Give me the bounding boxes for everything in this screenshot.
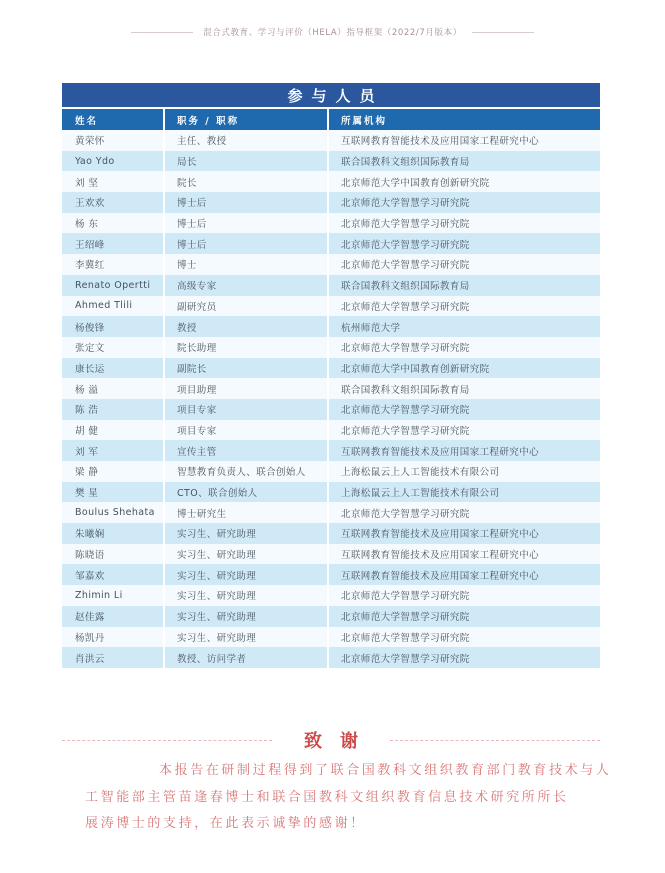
- cell-title: 智慧教育负责人、联合创始人: [163, 461, 327, 482]
- cell-title: 博士后: [163, 192, 327, 213]
- cell-name: 朱曦娴: [75, 529, 105, 541]
- table-row: [62, 627, 600, 648]
- cell-name: 赵佳露: [75, 612, 105, 624]
- cell-name: 陈晓语: [75, 550, 105, 562]
- cell-org: 北京师范大学智慧学习研究院: [327, 502, 600, 523]
- table-title: 参与人员: [62, 83, 600, 107]
- cell-title: 博士后: [163, 233, 327, 254]
- running-head: [0, 26, 665, 38]
- running-head-rule-right: [472, 32, 534, 33]
- cell-org: 杭州师范大学: [327, 316, 600, 337]
- table-row: [62, 316, 600, 337]
- table-row: [62, 151, 600, 172]
- cell-title: 副研究员: [163, 296, 327, 317]
- cell-org: 上海松鼠云上人工智能技术有限公司: [327, 482, 600, 503]
- cell-title: 项目专家: [163, 399, 327, 420]
- table-row: [62, 564, 600, 585]
- cell-name: Ahmed Tlili: [75, 300, 133, 312]
- table-row: [62, 213, 600, 234]
- cell-org: 北京师范大学智慧学习研究院: [327, 192, 600, 213]
- cell-name: 张定文: [75, 343, 105, 355]
- cell-name: 杨俊锋: [75, 322, 105, 334]
- table-header-row: [62, 109, 600, 130]
- participants-table: [62, 83, 600, 668]
- cell-org: 北京师范大学智慧学习研究院: [327, 420, 600, 441]
- ack-line: 展涛博士的支持，在此表示诚挚的感谢！: [85, 816, 366, 831]
- table-row: [62, 585, 600, 606]
- acknowledgement-heading: [62, 727, 600, 753]
- running-head-rule-left: [131, 32, 193, 33]
- cell-title: 院长助理: [163, 337, 327, 358]
- cell-title: CTO、联合创始人: [163, 482, 327, 503]
- cell-title: 实习生、研究助理: [163, 627, 327, 648]
- cell-org: 北京师范大学智慧学习研究院: [327, 337, 600, 358]
- cell-title: 教授: [163, 316, 327, 337]
- ack-dashed-rule-right: [390, 740, 600, 741]
- cell-name: 肖洪云: [75, 653, 105, 665]
- cell-name: 樊 星: [75, 488, 99, 500]
- table-row: [62, 523, 600, 544]
- table-row: [62, 502, 600, 523]
- cell-org: 北京师范大学智慧学习研究院: [327, 213, 600, 234]
- table-row: [62, 647, 600, 668]
- cell-name: Renato Opertti: [75, 279, 151, 291]
- ack-line: 本报告在研制过程得到了联合国教科文组织教育部门教育技术与人: [159, 763, 612, 778]
- cell-name: 刘 坚: [75, 177, 99, 189]
- cell-org: 北京师范大学智慧学习研究院: [327, 296, 600, 317]
- cell-name: Zhimin Li: [75, 589, 123, 601]
- cell-title: 博士后: [163, 213, 327, 234]
- table-row: [62, 275, 600, 296]
- cell-name: 杨 东: [75, 219, 99, 231]
- cell-title: 主任、教授: [163, 130, 327, 151]
- table-row: [62, 606, 600, 627]
- cell-title: 院长: [163, 171, 327, 192]
- cell-org: 联合国教科文组织国际教育局: [327, 378, 600, 399]
- cell-title: 宣传主管: [163, 440, 327, 461]
- table-row: [62, 482, 600, 503]
- cell-name: 刘 军: [75, 446, 99, 458]
- cell-name: 李冀红: [75, 260, 105, 272]
- cell-org: 联合国教科文组织国际教育局: [327, 275, 600, 296]
- column-header-name: 姓名: [75, 115, 99, 127]
- cell-org: 互联网教育智能技术及应用国家工程研究中心: [327, 523, 600, 544]
- cell-title: 博士研究生: [163, 502, 327, 523]
- cell-title: 项目助理: [163, 378, 327, 399]
- cell-title: 博士: [163, 254, 327, 275]
- table-row: [62, 544, 600, 565]
- cell-org: 北京师范大学智慧学习研究院: [327, 627, 600, 648]
- table-row: [62, 171, 600, 192]
- cell-name: 邹嘉欢: [75, 570, 105, 582]
- cell-title: 实习生、研究助理: [163, 544, 327, 565]
- cell-org: 联合国教科文组织国际教育局: [327, 151, 600, 172]
- cell-name: 杨凯丹: [75, 632, 105, 644]
- cell-name: 梁 静: [75, 467, 99, 479]
- cell-name: 王欢欢: [75, 198, 105, 210]
- cell-org: 北京师范大学智慧学习研究院: [327, 606, 600, 627]
- cell-name: 黄荣怀: [75, 136, 105, 148]
- column-header-org: 所属机构: [327, 109, 600, 130]
- acknowledgement-text: [85, 758, 612, 838]
- cell-name: 陈 浩: [75, 405, 99, 417]
- cell-title: 高级专家: [163, 275, 327, 296]
- cell-org: 北京师范大学智慧学习研究院: [327, 647, 600, 668]
- table-row: [62, 420, 600, 441]
- cell-name: Yao Ydo: [75, 155, 115, 167]
- running-head-title: 混合式教育、学习与评价（HELA）指导框架（2022/7月版本）: [203, 28, 462, 38]
- cell-title: 实习生、研究助理: [163, 585, 327, 606]
- cell-title: 局长: [163, 151, 327, 172]
- ack-dashed-rule-left: [62, 740, 272, 741]
- cell-title: 实习生、研究助理: [163, 564, 327, 585]
- table-row: [62, 254, 600, 275]
- table-row: [62, 130, 600, 151]
- table-row: [62, 378, 600, 399]
- cell-name: Boulus Shehata: [75, 507, 155, 519]
- table-row: [62, 461, 600, 482]
- cell-org: 互联网教育智能技术及应用国家工程研究中心: [327, 130, 600, 151]
- cell-title: 教授、访问学者: [163, 647, 327, 668]
- cell-name: 康长运: [75, 363, 105, 375]
- cell-org: 北京师范大学智慧学习研究院: [327, 399, 600, 420]
- cell-org: 互联网教育智能技术及应用国家工程研究中心: [327, 440, 600, 461]
- ack-line: 工智能部主管苗逢春博士和联合国教科文组织教育信息技术研究所所长: [85, 789, 569, 805]
- table-row: [62, 358, 600, 379]
- cell-org: 北京师范大学智慧学习研究院: [327, 254, 600, 275]
- cell-name: 胡 健: [75, 425, 99, 437]
- table-row: [62, 192, 600, 213]
- cell-title: 实习生、研究助理: [163, 523, 327, 544]
- cell-title: 副院长: [163, 358, 327, 379]
- cell-title: 项目专家: [163, 420, 327, 441]
- table-body: [62, 130, 600, 668]
- cell-org: 上海松鼠云上人工智能技术有限公司: [327, 461, 600, 482]
- table-row: [62, 399, 600, 420]
- cell-org: 互联网教育智能技术及应用国家工程研究中心: [327, 564, 600, 585]
- table-row: [62, 440, 600, 461]
- cell-org: 北京师范大学中国教育创新研究院: [327, 171, 600, 192]
- ack-title: 致谢: [304, 731, 376, 752]
- cell-name: 王绍峰: [75, 239, 105, 251]
- cell-org: 北京师范大学智慧学习研究院: [327, 233, 600, 254]
- column-header-title: 职务 / 职称: [163, 109, 327, 130]
- cell-org: 北京师范大学智慧学习研究院: [327, 585, 600, 606]
- table-row: [62, 233, 600, 254]
- table-row: [62, 337, 600, 358]
- cell-org: 北京师范大学中国教育创新研究院: [327, 358, 600, 379]
- table-row: [62, 296, 600, 317]
- cell-title: 实习生、研究助理: [163, 606, 327, 627]
- cell-org: 互联网教育智能技术及应用国家工程研究中心: [327, 544, 600, 565]
- cell-name: 杨 溢: [75, 384, 99, 396]
